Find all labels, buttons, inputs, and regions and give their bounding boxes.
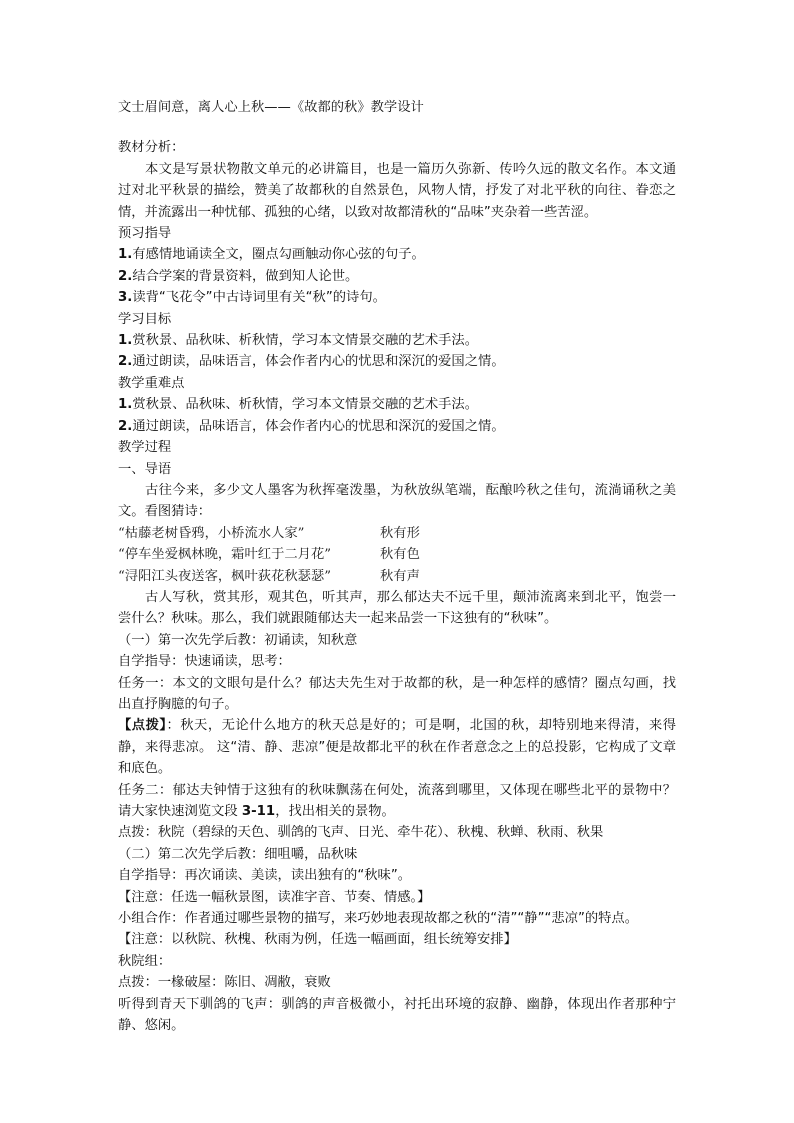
- step1-guide: 自学指导：快速诵读，思考：: [118, 654, 291, 670]
- item-number: 2.: [118, 418, 133, 434]
- task2-range: 3-11: [241, 804, 276, 819]
- document-title: 文士眉间意，离人心上秋——《故都的秋》教学设计: [118, 100, 424, 115]
- poem-row-1: [118, 523, 676, 544]
- step1-heading: （一）第一次先学后教：初诵读，知秋意: [118, 632, 358, 648]
- preview-heading: 预习指导: [118, 226, 172, 242]
- poem-line: “停车坐爱枫林晚，霜叶红于二月花”: [118, 547, 332, 563]
- task1-text: 任务一：本文的文眼句是什么？郁达夫先生对于故都的秋，是一种怎样的感情？圈点勾画，找出直抒胸臆的句子。: [118, 675, 676, 712]
- item-text: 通过朗读，品味语言，体会作者内心的忧思和深沉的爱国之情。: [132, 418, 505, 434]
- step2-heading: （二）第二次先学后教：细咀嚼，品秋味: [118, 846, 358, 862]
- poem-line: “枯藤老树昏鸦，小桥流水人家”: [118, 525, 305, 541]
- preview-item-2: [118, 266, 676, 287]
- goals-heading: 学习目标: [118, 311, 172, 327]
- intro-paragraph: 古往今来，多少文人墨客为秋挥毫泼墨，为秋放纵笔端，酝酿吟秋之佳句，流淌诵秋之美文。看图猜诗：: [118, 482, 676, 520]
- item-number: 1.: [118, 333, 133, 349]
- goals-item-1: [118, 330, 676, 351]
- item-number: 1.: [118, 397, 133, 413]
- analysis-paragraph: 本文是写景状物散文单元的必讲篇目，也是一篇历久弥新、传吟久远的散文名作。本文通过对北平秋景的描绘，赞美了故都秋的自然景色，风物人情，抒发了对北平秋的向往、眷恋之情，并流露出一种忧郁、孤独的心绪，以致对故都清秋的“品味”夹杂着一些苦涩。: [118, 161, 676, 220]
- hint2-text: 点拨：秋院（碧绿的天色、驯鸽的飞声、日光、牵牛花）、秋槐、秋蝉、秋雨、秋果: [118, 825, 604, 841]
- keypoints-item-2: [118, 416, 676, 437]
- item-text: 赏秋景、品秋味、析秋情，学习本文情景交融的艺术手法。: [132, 333, 479, 349]
- task2-text-b: ，找出相关的景物。: [275, 804, 395, 819]
- keypoints-heading: 教学重难点: [118, 375, 185, 391]
- poem-line: “浔阳江头夜送客，枫叶荻花秋瑟瑟”: [118, 568, 332, 584]
- preview-item-1: [118, 244, 676, 265]
- hint-text: ：秋天，无论什么地方的秋天总是好的；可是啊，北国的秋，却特别地来得清，来得静，来得悲凉。 这“清、静、悲凉”便是故都北平的秋在作者意念之上的总投影，它构成了文章和底色。: [118, 718, 676, 777]
- note1-text: 【注意：任选一幅秋景图，读准字音、节奏、情感。】: [118, 889, 431, 905]
- process-heading: 教学过程: [118, 440, 172, 456]
- poem-tag: 秋有形: [380, 525, 420, 541]
- analysis-heading: 教材分析：: [118, 140, 185, 156]
- poem-row-2: [118, 544, 676, 565]
- poem-tag: 秋有声: [380, 568, 420, 584]
- item-text: 结合学案的背景资料，做到知人论世。: [132, 268, 359, 284]
- hint1-paragraph: [118, 715, 676, 779]
- item-text: 赏秋景、品秋味、析秋情，学习本文情景交融的艺术手法。: [132, 397, 479, 413]
- poem-row-3: [118, 566, 676, 587]
- intro-paragraph-2: 古人写秋，赏其形，观其色，听其声，那么郁达夫不远千里，颠沛流离来到北平，饱尝一尝什么？秋味。那么，我们就跟随郁达夫一起来品尝一下这独有的“秋味”。: [118, 589, 676, 627]
- preview-item-3: [118, 287, 676, 308]
- step2-guide: 自学指导：再次诵读、美读，读出独有的“秋味”。: [118, 868, 412, 884]
- item-text: 通过朗读，品味语言，体会作者内心的忧思和深沉的爱国之情。: [132, 354, 505, 370]
- item-number: 3.: [118, 290, 133, 306]
- note2-text: 【注意：以秋院、秋槐、秋雨为例，任选一幅画面，组长统筹安排】: [118, 932, 517, 948]
- item-text: 有感情地诵读全文，圈点勾画触动你心弦的句子。: [132, 247, 425, 263]
- item-number: 2.: [118, 268, 133, 284]
- yard-group-heading: 秋院组：: [118, 953, 172, 969]
- task2-text-a: 任务二：郁达夫钟情于这独有的秋味飘荡在何处，流落到哪里，又体现在哪些北平的景物中？请大家快速浏览文段: [118, 782, 676, 819]
- document-page: [118, 97, 676, 1036]
- poem-tag: 秋有色: [380, 547, 420, 563]
- intro-heading: 一、导语: [118, 461, 172, 477]
- item-number: 1.: [118, 247, 133, 263]
- hint-label: 【点拨】: [118, 718, 167, 734]
- item-text: 读背“飞花令”中古诗词里有关“秋”的诗句。: [132, 290, 386, 306]
- yard-hint-text: 点拨：一椽破屋：陈旧、凋敝，衰败: [118, 975, 331, 991]
- group-task-text: 小组合作：作者通过哪些景物的描写，来巧妙地表现故都之秋的“清”“静”“悲凉”的特点。: [118, 911, 639, 927]
- keypoints-item-1: [118, 394, 676, 415]
- goals-item-2: [118, 351, 676, 372]
- item-number: 2.: [118, 354, 133, 370]
- yard-sound-text: 听得到青天下驯鸽的飞声：驯鸽的声音极微小，衬托出环境的寂静、幽静，体现出作者那种宁静、悠闲。: [118, 996, 676, 1034]
- task2-paragraph: [118, 780, 676, 823]
